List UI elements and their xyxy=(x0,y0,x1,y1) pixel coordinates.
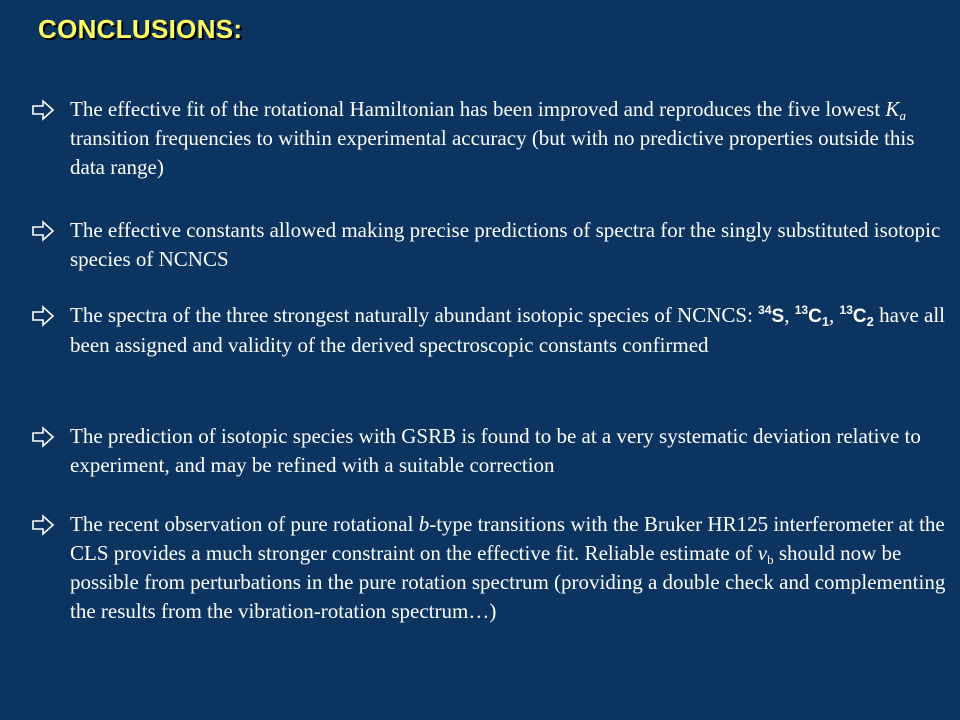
bullet-5-part-3: should now be possible from perturbations in the pure rotation spectrum (providing a double check and complementing the results from the vibration-rotation spectrum…) xyxy=(70,541,946,623)
bullet-item-2 xyxy=(30,216,954,274)
isotope-1-mass: 34 xyxy=(758,303,772,317)
bullet-5-part-2: -type transitions with the Bruker HR125 interferometer at the CLS provides a much stronger constraint on the effective fit. Reliable estimate of xyxy=(70,512,945,565)
bullet-3-part-1: The spectra of the three strongest naturally abundant isotopic species of NCNCS: xyxy=(70,303,759,327)
hollow-right-arrow-icon xyxy=(30,216,58,246)
b-type-symbol: b xyxy=(418,512,430,536)
bullet-3-part-2: have all been assigned and validity of the derived spectroscopic constants confirmed xyxy=(70,303,946,357)
nu-subscript: b xyxy=(767,552,774,567)
hollow-right-arrow-icon xyxy=(30,301,58,331)
isotope-2-element: C xyxy=(808,306,822,327)
hollow-right-arrow-icon xyxy=(30,95,58,125)
isotope-1-element: S xyxy=(771,306,785,327)
bullet-5-part-1: The recent observation of pure rotational xyxy=(70,512,419,536)
bullet-text-5 xyxy=(70,510,954,626)
bullet-item-3 xyxy=(30,301,954,360)
isotope-2-mass: 13 xyxy=(794,303,809,317)
bullet-text-4: The prediction of isotopic species with GSRB is found to be at a very systematic deviation relative to experiment, and may be refined with a suitable correction xyxy=(70,424,921,477)
bullet-text-3 xyxy=(70,301,954,360)
bullet-item-5 xyxy=(30,510,954,626)
isotope-3-element: C xyxy=(852,306,867,327)
isotope-3-subscript: 2 xyxy=(866,314,874,329)
isotope-3-mass: 13 xyxy=(839,303,853,317)
hollow-right-arrow-icon xyxy=(30,510,58,540)
k-subscript: a xyxy=(899,108,906,123)
bullet-text-2: The effective constants allowed making precise predictions of spectra for the singly substituted isotopic species of NCNCS xyxy=(70,218,941,271)
slide-title: CONCLUSIONS: xyxy=(38,14,243,44)
bullet-item-4 xyxy=(30,422,954,480)
bullet-item-1 xyxy=(30,95,954,182)
nu-symbol: ν xyxy=(757,541,768,565)
bullet-1-part-2: transition frequencies to within experimental accuracy (but with no predictive properties outside this data range) xyxy=(70,126,915,179)
k-symbol: K xyxy=(885,97,900,121)
hollow-right-arrow-icon xyxy=(30,422,58,452)
bullet-text-1 xyxy=(70,95,954,182)
separator-2: , xyxy=(829,303,840,327)
isotope-2-subscript: 1 xyxy=(821,314,830,329)
separator-1: , xyxy=(784,303,795,327)
bullet-1-part-1: The effective fit of the rotational Hamiltonian has been improved and reproduces the five lowest xyxy=(70,97,886,121)
